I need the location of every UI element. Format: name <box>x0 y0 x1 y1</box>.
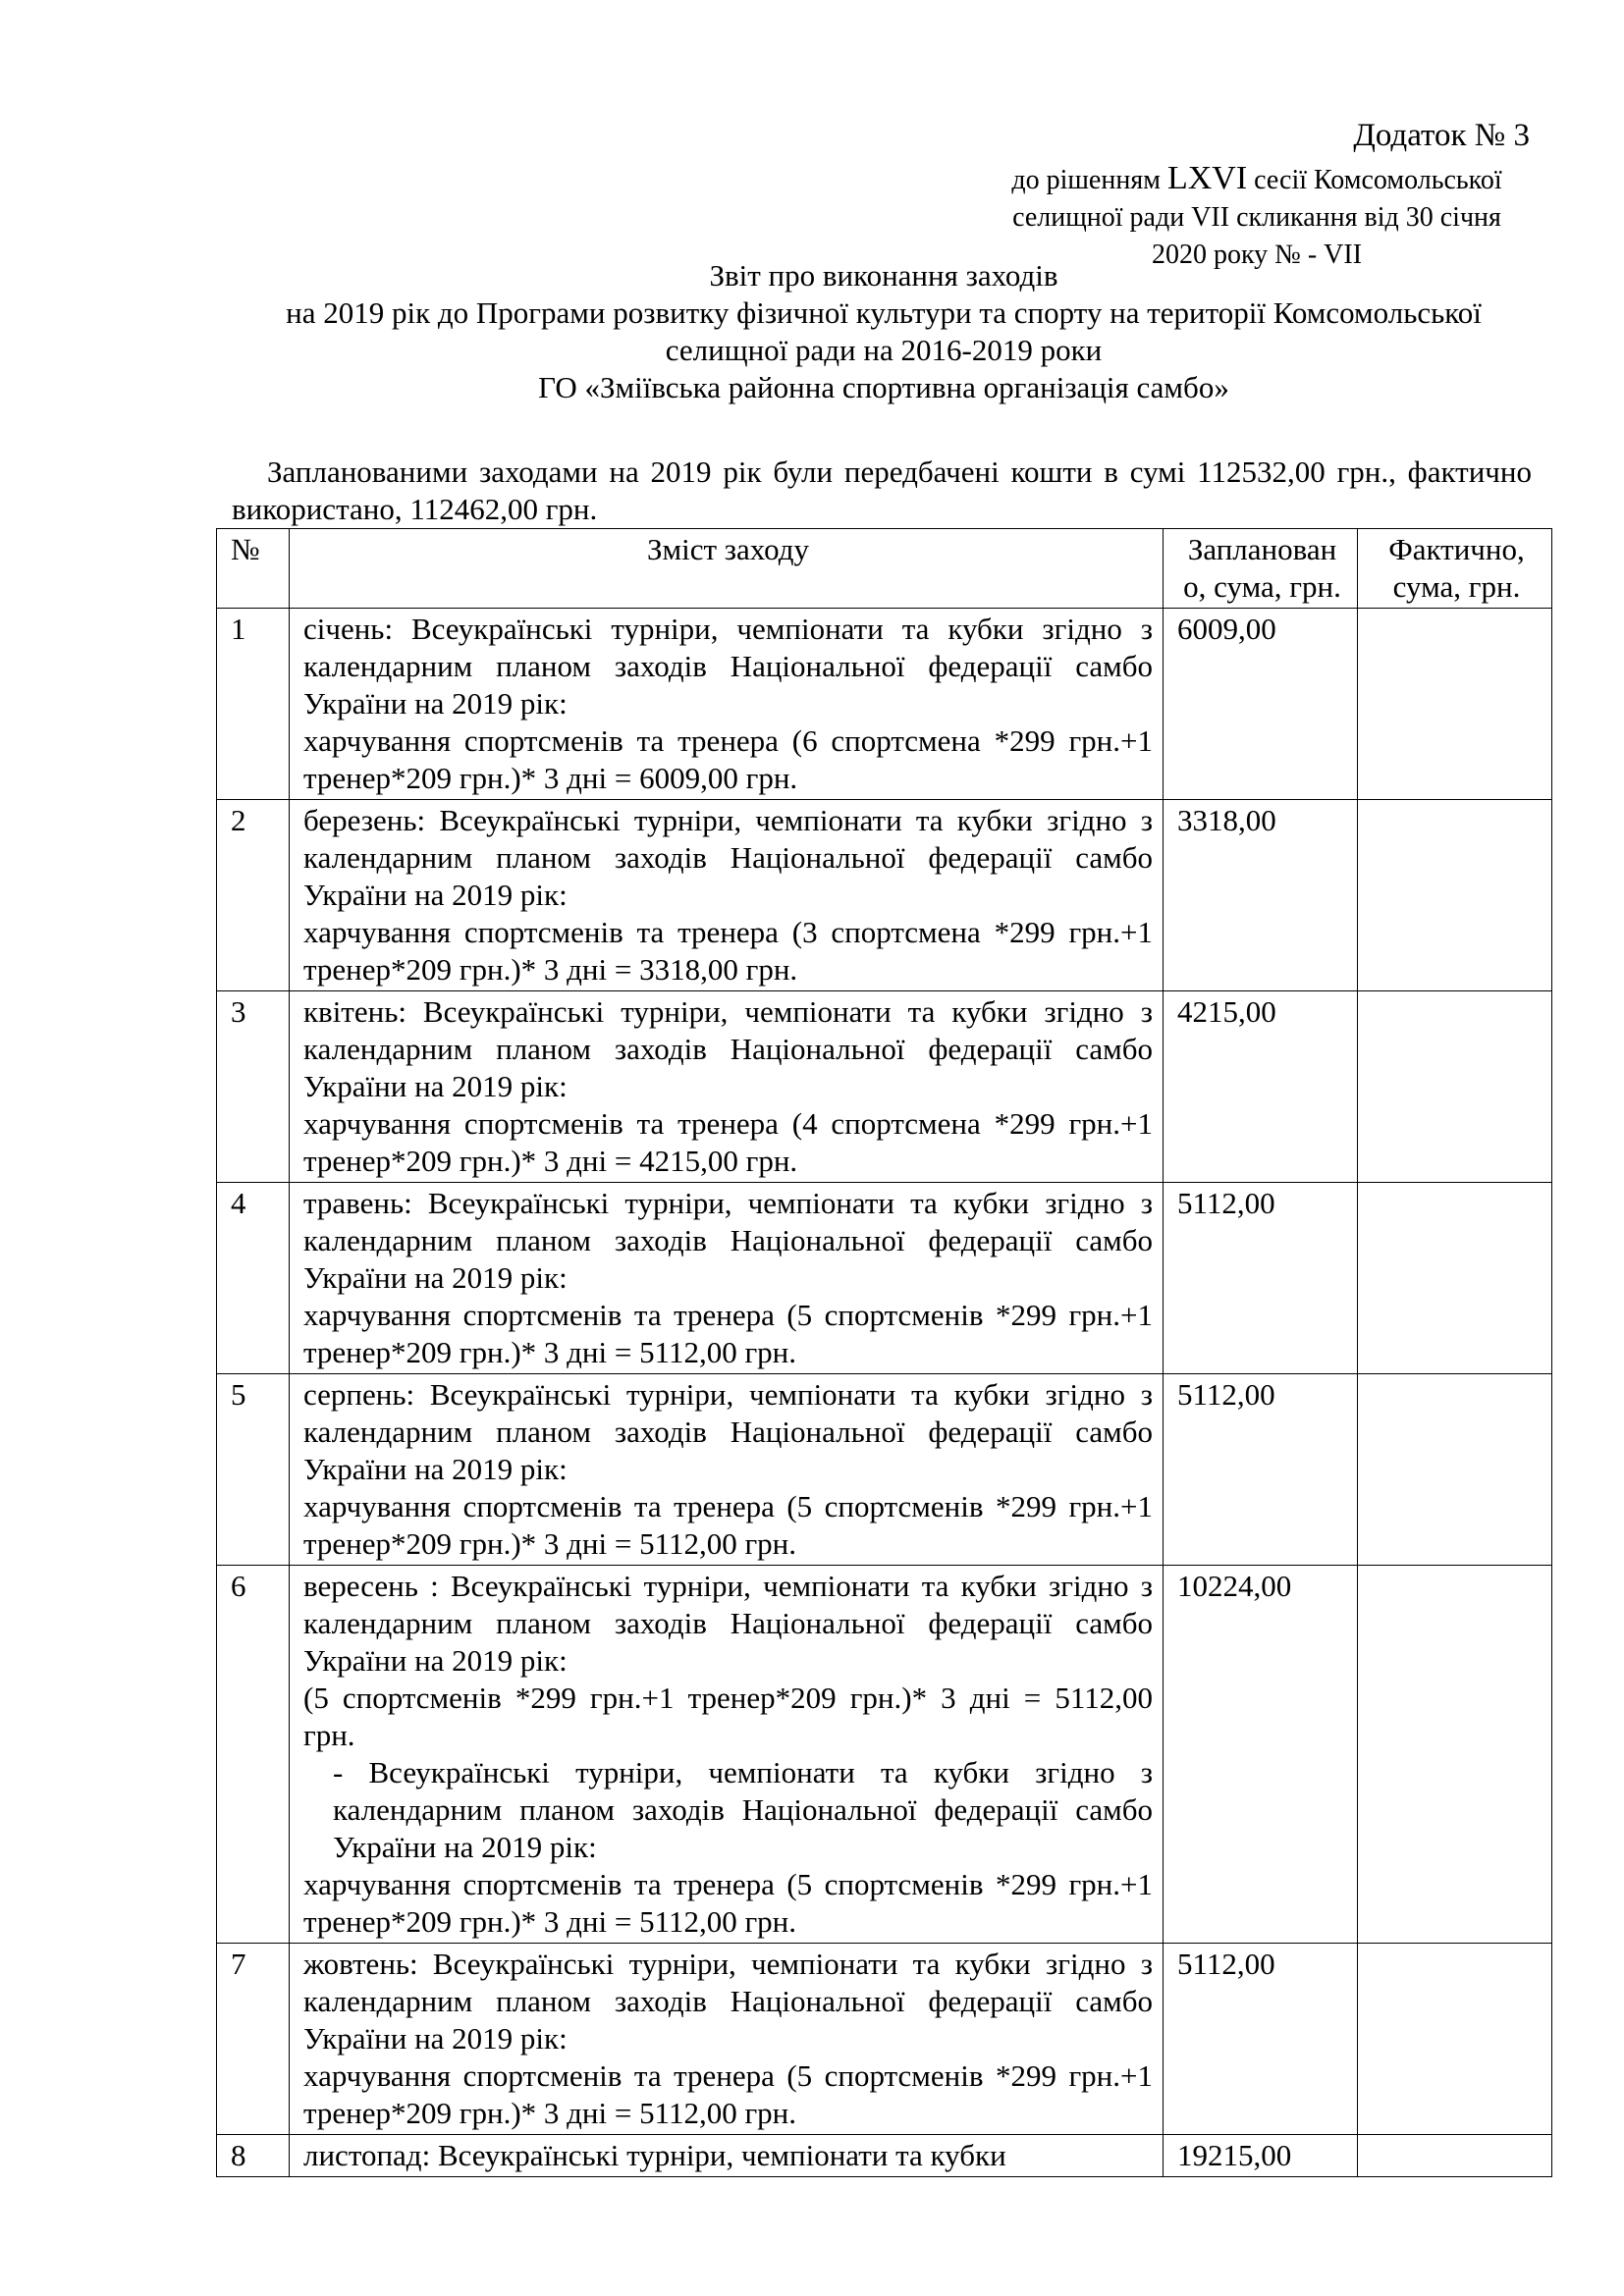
table-row <box>217 800 1552 991</box>
row-actual-sum <box>1358 1566 1552 1944</box>
row-num: 7 <box>217 1944 290 2135</box>
row-planned-sum: 5112,00 <box>1164 1374 1358 1566</box>
header-planned-sum: Запланован о, сума, грн. <box>1164 529 1358 609</box>
row-planned-sum: 4215,00 <box>1164 991 1358 1183</box>
decision-line-2: селищної ради VII скликання від 30 січня <box>1012 202 1501 233</box>
decision-line-1 <box>962 160 1551 199</box>
row-description-text: квітень: Всеукраїнські турніри, чемпіонати та кубки згідно з календарним планом заходів Національної федерації самбо України на 2019 рік: <box>303 994 1153 1103</box>
row-planned-sum: 5112,00 <box>1164 1183 1358 1374</box>
intro-paragraph: Запланованими заходами на 2019 рік були передбачені кошти в сумі 112532,00 грн., фактично використано, 112462,00 грн. <box>232 454 1532 526</box>
addendum-label: Додаток № 3 <box>1353 118 1530 153</box>
row-description <box>290 800 1164 991</box>
row-description <box>290 991 1164 1183</box>
table-row <box>217 1944 1552 2135</box>
table-row <box>217 2135 1552 2177</box>
table-row <box>217 1374 1552 1566</box>
row-actual-sum <box>1358 1374 1552 1566</box>
row-description-text: листопад: Всеукраїнські турніри, чемпіонати та кубки <box>303 2138 1006 2172</box>
decision-line-1-post: сесії Комсомольської <box>1247 165 1502 195</box>
report-table <box>216 528 1552 2177</box>
row-description-detail: (5 спортсменів *299 грн.+1 тренер*209 грн.)* 3 дні = 5112,00 грн. <box>303 1681 1153 1752</box>
row-description-detail: харчування спортсменів та тренера (4 спортсмена *299 грн.+1 тренер*209 грн.)* 3 дні = 4215,00 грн. <box>303 1106 1153 1178</box>
row-description <box>290 1374 1164 1566</box>
row-description-text: серпень: Всеукраїнські турніри, чемпіонати та кубки згідно з календарним планом заходів Національної федерації самбо України на 2019 рік: <box>303 1377 1153 1486</box>
row-num: 8 <box>217 2135 290 2177</box>
row-description <box>290 1944 1164 2135</box>
row-planned-sum: 5112,00 <box>1164 1944 1358 2135</box>
row-planned-sum: 19215,00 <box>1164 2135 1358 2177</box>
row-description <box>290 1566 1164 1944</box>
table-row <box>217 1183 1552 1374</box>
header-num: № <box>217 529 290 609</box>
title-line-4: ГО «Зміївська районна спортивна організація самбо» <box>538 370 1229 404</box>
row-description-text: жовтень: Всеукраїнські турніри, чемпіонати та кубки згідно з календарним планом заходів Національної федерації самбо України на 2019 рік: <box>303 1947 1153 2056</box>
row-description-detail: харчування спортсменів та тренера (5 спортсменів *299 грн.+1 тренер*209 грн.)* 3 дні = 5112,00 грн. <box>303 2058 1153 2130</box>
table-header-row <box>217 529 1552 609</box>
row-description-text: січень: Всеукраїнські турніри, чемпіонати та кубки згідно з календарним планом заходів Національної федерації самбо України на 2019 рік: <box>303 612 1153 721</box>
row-num: 6 <box>217 1566 290 1944</box>
row-actual-sum <box>1358 800 1552 991</box>
session-number: LXVI <box>1166 160 1248 196</box>
row-description-text: вересень : Всеукраїнські турніри, чемпіонати та кубки згідно з календарним планом заходів Національної федерації самбо України на 2019 рік: <box>303 1569 1153 1678</box>
row-planned-sum: 3318,00 <box>1164 800 1358 991</box>
row-planned-sum: 10224,00 <box>1164 1566 1358 1944</box>
table-row <box>217 609 1552 800</box>
row-actual-sum <box>1358 2135 1552 2177</box>
row-num: 4 <box>217 1183 290 1374</box>
header-description: Зміст заходу <box>290 529 1164 609</box>
row-description-detail-2: харчування спортсменів та тренера (5 спортсменів *299 грн.+1 тренер*209 грн.)* 3 дні = 5112,00 грн. <box>303 1867 1153 1939</box>
row-description-detail: харчування спортсменів та тренера (5 спортсменів *299 грн.+1 тренер*209 грн.)* 3 дні = 5112,00 грн. <box>303 1298 1153 1369</box>
row-description-text: березень: Всеукраїнські турніри, чемпіонати та кубки згідно з календарним планом заходів Національної федерації самбо України на 2019 рік: <box>303 803 1153 912</box>
row-description-detail: харчування спортсменів та тренера (3 спортсмена *299 грн.+1 тренер*209 грн.)* 3 дні = 3318,00 грн. <box>303 915 1153 987</box>
title-line-3: селищної ради на 2016-2019 роки <box>665 333 1103 367</box>
decision-line-1-pre: до рішенням <box>1011 165 1167 195</box>
row-description <box>290 1183 1164 1374</box>
decision-line-3: 2020 року № - VII <box>1151 240 1363 270</box>
row-description-text: травень: Всеукраїнські турніри, чемпіонати та кубки згідно з календарним планом заходів Національної федерації самбо України на 2019 рік: <box>303 1186 1153 1295</box>
row-description <box>290 609 1164 800</box>
row-actual-sum <box>1358 609 1552 800</box>
title-line-2: на 2019 рік до Програми розвитку фізичної культури та спорту на території Комсомольської <box>286 295 1482 330</box>
title-line-1: Звіт про виконання заходів <box>709 258 1058 293</box>
row-actual-sum <box>1358 1183 1552 1374</box>
row-num: 3 <box>217 991 290 1183</box>
header-actual-sum: Фактично, сума, грн. <box>1358 529 1552 609</box>
row-planned-sum: 6009,00 <box>1164 609 1358 800</box>
row-description-detail: харчування спортсменів та тренера (6 спортсмена *299 грн.+1 тренер*209 грн.)* 3 дні = 6009,00 грн. <box>303 723 1153 795</box>
report-title <box>216 257 1551 406</box>
row-description-dash-item: - Всеукраїнські турніри, чемпіонати та кубки згідно з календарним планом заходів Національної федерації самбо України на 2019 рік: <box>333 1755 1153 1864</box>
row-description-detail: харчування спортсменів та тренера (5 спортсменів *299 грн.+1 тренер*209 грн.)* 3 дні = 5112,00 грн. <box>303 1489 1153 1561</box>
row-num: 1 <box>217 609 290 800</box>
row-num: 5 <box>217 1374 290 1566</box>
table-row <box>217 991 1552 1183</box>
row-description <box>290 2135 1164 2177</box>
row-actual-sum <box>1358 1944 1552 2135</box>
row-actual-sum <box>1358 991 1552 1183</box>
row-num: 2 <box>217 800 290 991</box>
table-row <box>217 1566 1552 1944</box>
